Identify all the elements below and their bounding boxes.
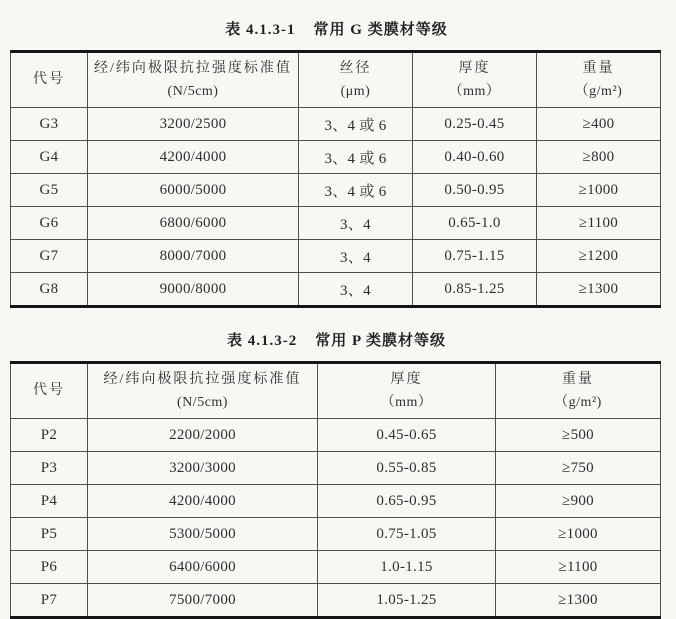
column-header-line2: (N/5cm) <box>167 83 219 99</box>
table-number-label: 表 4.1.3-1 <box>225 22 296 38</box>
value-cell: 1.0-1.15 <box>318 551 496 584</box>
value-cell: 3、4 或 6 <box>299 141 413 174</box>
value-cell: ≥750 <box>496 452 661 485</box>
grade-code-cell: G6 <box>11 207 88 240</box>
grade-code-cell: P7 <box>11 584 88 618</box>
table-row <box>11 485 661 518</box>
value-cell: 6400/6000 <box>88 551 318 584</box>
value-cell: 3200/2500 <box>88 108 299 141</box>
grade-code-cell: P6 <box>11 551 88 584</box>
table-title-g <box>10 18 663 39</box>
grade-code-cell: G7 <box>11 240 88 273</box>
value-cell: 6800/6000 <box>88 207 299 240</box>
value-cell: 0.25-0.45 <box>413 108 537 141</box>
value-cell: ≥1300 <box>496 584 661 618</box>
grade-code-cell: G8 <box>11 273 88 307</box>
table-caption: 常用 G 类膜材等级 <box>313 22 448 38</box>
value-cell: 4200/4000 <box>88 485 318 518</box>
value-cell: ≥1200 <box>537 240 661 273</box>
column-header-line2: （mm） <box>448 83 501 99</box>
column-header-line1: 经/纬向极限抗拉强度标准值 <box>94 60 292 76</box>
value-cell: 6000/5000 <box>88 174 299 207</box>
table-row <box>11 108 661 141</box>
table-body-p <box>11 419 661 618</box>
value-cell: 8000/7000 <box>88 240 299 273</box>
value-cell: ≥500 <box>496 419 661 452</box>
table-row <box>11 240 661 273</box>
table-header-p <box>11 363 661 419</box>
table-row <box>11 419 661 452</box>
column-header-line2: （g/m²) <box>574 83 623 99</box>
column-header <box>413 52 537 108</box>
table-row <box>11 452 661 485</box>
column-header-line2: (N/5cm) <box>177 394 228 410</box>
value-cell: 9000/8000 <box>88 273 299 307</box>
column-header <box>299 52 413 108</box>
value-cell: 3、4 <box>299 273 413 307</box>
table-row <box>11 273 661 307</box>
column-header <box>88 52 299 108</box>
column-header-line1: 厚度 <box>390 371 423 387</box>
grade-code-cell: G3 <box>11 108 88 141</box>
grade-code-cell: P5 <box>11 518 88 551</box>
value-cell: 0.75-1.15 <box>413 240 537 273</box>
table-row <box>11 174 661 207</box>
value-cell: 0.45-0.65 <box>318 419 496 452</box>
value-cell: ≥1100 <box>496 551 661 584</box>
table-row <box>11 518 661 551</box>
table-row <box>11 551 661 584</box>
column-header-line1: 厚度 <box>458 60 491 76</box>
table-body-g <box>11 108 661 307</box>
column-header <box>88 363 318 419</box>
value-cell: 0.75-1.05 <box>318 518 496 551</box>
column-header-line1: 代号 <box>33 72 65 87</box>
value-cell: 3、4 <box>299 240 413 273</box>
value-cell: ≥800 <box>537 141 661 174</box>
value-cell: 0.65-0.95 <box>318 485 496 518</box>
grade-code-cell: P2 <box>11 419 88 452</box>
value-cell: ≥400 <box>537 108 661 141</box>
value-cell: 1.05-1.25 <box>318 584 496 618</box>
grade-code-cell: G4 <box>11 141 88 174</box>
column-header <box>496 363 661 419</box>
column-header-line2: （g/m²) <box>554 394 602 410</box>
column-header-line1: 代号 <box>33 383 65 398</box>
g-grade-table-block <box>10 18 663 308</box>
table-row <box>11 207 661 240</box>
table-title-p <box>10 329 663 350</box>
value-cell: ≥900 <box>496 485 661 518</box>
header-row <box>11 52 661 108</box>
table-header-g <box>11 52 661 108</box>
value-cell: 3、4 或 6 <box>299 174 413 207</box>
column-header-line1: 丝径 <box>339 60 372 76</box>
table-caption: 常用 P 类膜材等级 <box>315 333 447 349</box>
value-cell: 7500/7000 <box>88 584 318 618</box>
value-cell: 3200/3000 <box>88 452 318 485</box>
column-header <box>318 363 496 419</box>
value-cell: ≥1100 <box>537 207 661 240</box>
column-header <box>11 52 88 108</box>
value-cell: ≥1000 <box>496 518 661 551</box>
grade-code-cell: P3 <box>11 452 88 485</box>
grade-code-cell: P4 <box>11 485 88 518</box>
value-cell: 0.55-0.85 <box>318 452 496 485</box>
value-cell: 0.65-1.0 <box>413 207 537 240</box>
table-row <box>11 584 661 618</box>
table-number-label: 表 4.1.3-2 <box>226 333 298 349</box>
value-cell: ≥1300 <box>537 273 661 307</box>
grade-table-g <box>10 50 661 308</box>
column-header <box>11 363 88 419</box>
column-header-line1: 经/纬向极限抗拉强度标准值 <box>103 371 302 387</box>
column-header-line1: 重量 <box>582 60 615 76</box>
column-header-line2: (μm) <box>340 83 371 99</box>
value-cell: 2200/2000 <box>88 419 318 452</box>
value-cell: ≥1000 <box>537 174 661 207</box>
value-cell: 5300/5000 <box>88 518 318 551</box>
grade-table-p <box>10 361 661 619</box>
value-cell: 0.85-1.25 <box>413 273 537 307</box>
value-cell: 3、4 <box>299 207 413 240</box>
grade-code-cell: G5 <box>11 174 88 207</box>
column-header-line2: （mm） <box>380 394 433 410</box>
header-row <box>11 363 661 419</box>
p-grade-table-block <box>10 329 663 619</box>
table-row <box>11 141 661 174</box>
column-header-line1: 重量 <box>562 371 594 387</box>
value-cell: 4200/4000 <box>88 141 299 174</box>
value-cell: 3、4 或 6 <box>299 108 413 141</box>
value-cell: 0.40-0.60 <box>413 141 537 174</box>
column-header <box>537 52 661 108</box>
value-cell: 0.50-0.95 <box>413 174 537 207</box>
